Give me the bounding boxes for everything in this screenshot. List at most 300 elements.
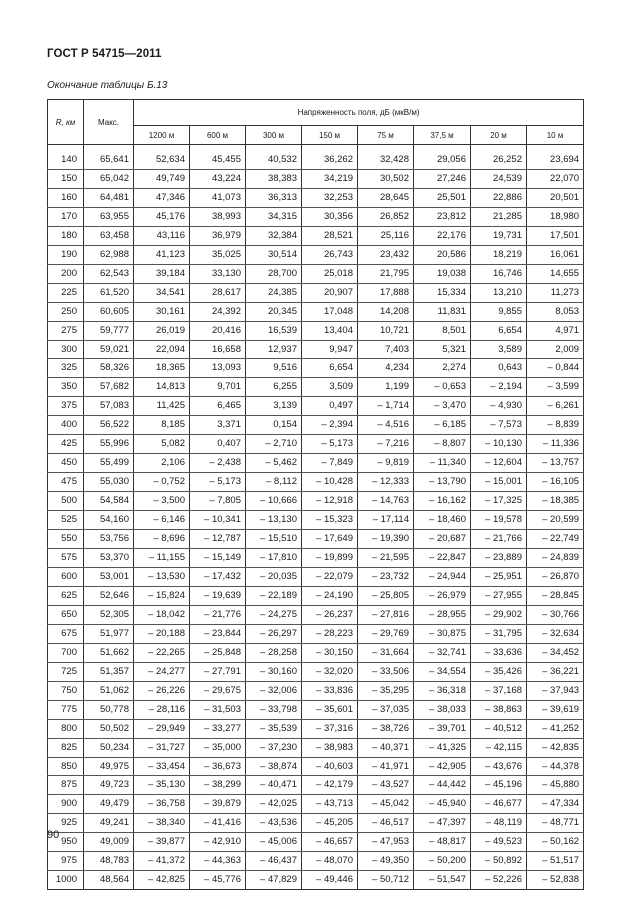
col-header-height: 10 м [527,126,584,145]
value-cell: – 37,230 [246,738,302,757]
value-cell: – 25,848 [190,643,246,662]
value-cell: 45,455 [190,151,246,169]
value-cell: – 24,839 [527,549,584,568]
value-cell: – 22,265 [134,643,190,662]
value-cell: – 28,845 [527,586,584,605]
value-cell: – 0,752 [134,473,190,492]
max-cell: 50,778 [84,700,134,719]
value-cell: – 14,763 [358,492,414,511]
value-cell: – 16,105 [527,473,584,492]
value-cell: 11,425 [134,397,190,416]
value-cell: – 32,006 [246,681,302,700]
table-row [48,245,584,264]
page-number: 90 [47,829,60,841]
value-cell: 16,539 [246,321,302,340]
max-cell: 51,357 [84,662,134,681]
value-cell: 17,048 [302,302,358,321]
value-cell: – 48,119 [471,814,527,833]
table-row [48,833,584,852]
value-cell: – 48,771 [527,814,584,833]
value-cell: 28,645 [358,188,414,207]
value-cell: 22,176 [414,226,471,245]
table-row [48,340,584,359]
value-cell: – 45,880 [527,776,584,795]
max-cell: 51,062 [84,681,134,700]
value-cell: 16,061 [527,245,584,264]
max-cell: 49,723 [84,776,134,795]
value-cell: – 12,918 [302,492,358,511]
value-cell: 22,070 [527,169,584,188]
distance-cell: 500 [48,492,84,511]
value-cell: – 23,732 [358,567,414,586]
value-cell: – 45,196 [471,776,527,795]
value-cell: – 23,844 [190,624,246,643]
value-cell: – 17,114 [358,511,414,530]
value-cell: 3,509 [302,378,358,397]
value-cell: – 22,189 [246,586,302,605]
value-cell: – 37,943 [527,681,584,700]
field-strength-table [47,99,584,890]
value-cell: – 29,769 [358,624,414,643]
max-cell: 63,955 [84,207,134,226]
col-header-max: Макс. [84,100,134,145]
value-cell: – 26,297 [246,624,302,643]
value-cell: – 8,696 [134,530,190,549]
value-cell: – 0,653 [414,378,471,397]
value-cell: – 19,578 [471,511,527,530]
value-cell: – 36,221 [527,662,584,681]
value-cell: – 48,070 [302,852,358,871]
value-cell: – 43,713 [302,795,358,814]
value-cell: – 19,899 [302,549,358,568]
value-cell: – 26,979 [414,586,471,605]
value-cell: – 13,790 [414,473,471,492]
value-cell: 33,130 [190,264,246,283]
value-cell: 21,795 [358,264,414,283]
value-cell: – 8,807 [414,435,471,454]
value-cell: – 26,226 [134,681,190,700]
value-cell: – 48,817 [414,833,471,852]
value-cell: – 42,835 [527,738,584,757]
value-cell: – 36,758 [134,795,190,814]
table-row [48,643,584,662]
value-cell: 41,073 [190,188,246,207]
value-cell: – 20,035 [246,567,302,586]
value-cell: 34,219 [302,169,358,188]
value-cell: 17,888 [358,283,414,302]
value-cell: – 18,042 [134,605,190,624]
table-row [48,151,584,169]
value-cell: – 17,810 [246,549,302,568]
table-row [48,454,584,473]
max-cell: 64,481 [84,188,134,207]
value-cell: – 43,527 [358,776,414,795]
value-cell: – 33,454 [134,757,190,776]
distance-cell: 975 [48,852,84,871]
col-header-distance: R, км [48,100,84,145]
table-body [48,145,584,890]
max-cell: 55,499 [84,454,134,473]
distance-cell: 925 [48,814,84,833]
value-cell: – 7,216 [358,435,414,454]
value-cell: 41,123 [134,245,190,264]
table-row [48,549,584,568]
table-row [48,283,584,302]
value-cell: – 29,675 [190,681,246,700]
value-cell: 20,501 [527,188,584,207]
value-cell: – 50,200 [414,852,471,871]
col-group-header: Напряженность поля, дБ (мкВ/м) [134,100,584,126]
value-cell: 14,655 [527,264,584,283]
value-cell: 23,694 [527,151,584,169]
value-cell: 35,025 [190,245,246,264]
value-cell: – 39,877 [134,833,190,852]
table-row [48,226,584,245]
value-cell: 3,589 [471,340,527,359]
value-cell: – 20,188 [134,624,190,643]
value-cell: – 27,816 [358,605,414,624]
value-cell: – 41,971 [358,757,414,776]
value-cell: – 27,955 [471,586,527,605]
value-cell: – 42,115 [471,738,527,757]
max-cell: 48,564 [84,871,134,890]
value-cell: 5,082 [134,435,190,454]
value-cell: – 31,503 [190,700,246,719]
value-cell: – 28,116 [134,700,190,719]
max-cell: 57,682 [84,378,134,397]
distance-cell: 350 [48,378,84,397]
max-cell: 57,083 [84,397,134,416]
value-cell: 30,161 [134,302,190,321]
value-cell: – 41,325 [414,738,471,757]
value-cell: 0,497 [302,397,358,416]
value-cell: – 32,741 [414,643,471,662]
value-cell: – 25,805 [358,586,414,605]
value-cell: – 44,378 [527,757,584,776]
table-row [48,435,584,454]
value-cell: 43,116 [134,226,190,245]
table-row [48,397,584,416]
value-cell: – 38,726 [358,719,414,738]
value-cell: – 40,471 [246,776,302,795]
distance-cell: 750 [48,681,84,700]
value-cell: – 47,334 [527,795,584,814]
value-cell: – 33,798 [246,700,302,719]
value-cell: 13,210 [471,283,527,302]
value-cell: – 29,949 [134,719,190,738]
table-row [48,511,584,530]
value-cell: – 49,523 [471,833,527,852]
max-cell: 61,520 [84,283,134,302]
value-cell: 10,721 [358,321,414,340]
max-cell: 62,543 [84,264,134,283]
distance-cell: 425 [48,435,84,454]
distance-cell: 325 [48,359,84,378]
value-cell: – 17,325 [471,492,527,511]
table-row [48,567,584,586]
value-cell: – 19,639 [190,586,246,605]
table-row [48,681,584,700]
value-cell: – 38,874 [246,757,302,776]
value-cell: – 35,000 [190,738,246,757]
value-cell: – 22,079 [302,567,358,586]
value-cell: – 15,824 [134,586,190,605]
value-cell: – 7,805 [190,492,246,511]
distance-cell: 450 [48,454,84,473]
value-cell: 15,334 [414,283,471,302]
col-header-height: 37,5 м [414,126,471,145]
value-cell: – 46,437 [246,852,302,871]
table-row [48,321,584,340]
value-cell: – 5,462 [246,454,302,473]
distance-cell: 225 [48,283,84,302]
max-cell: 59,777 [84,321,134,340]
value-cell: 18,219 [471,245,527,264]
distance-cell: 625 [48,586,84,605]
value-cell: – 27,791 [190,662,246,681]
value-cell: – 35,130 [134,776,190,795]
value-cell: 24,539 [471,169,527,188]
value-cell: – 46,517 [358,814,414,833]
value-cell: – 35,539 [246,719,302,738]
value-cell: – 2,438 [190,454,246,473]
value-cell: – 37,035 [358,700,414,719]
value-cell: – 36,318 [414,681,471,700]
value-cell: – 26,237 [302,605,358,624]
value-cell: – 16,162 [414,492,471,511]
value-cell: – 3,470 [414,397,471,416]
col-header-height: 75 м [358,126,414,145]
value-cell: – 40,371 [358,738,414,757]
value-cell: – 43,676 [471,757,527,776]
value-cell: – 26,870 [527,567,584,586]
max-cell: 49,241 [84,814,134,833]
value-cell: 0,154 [246,416,302,435]
max-cell: 65,641 [84,151,134,169]
value-cell: 8,053 [527,302,584,321]
table-row [48,188,584,207]
value-cell: 18,980 [527,207,584,226]
value-cell: – 18,385 [527,492,584,511]
value-cell: 19,038 [414,264,471,283]
max-cell: 52,305 [84,605,134,624]
distance-cell: 875 [48,776,84,795]
value-cell: – 38,033 [414,700,471,719]
value-cell: – 17,649 [302,530,358,549]
max-cell: 56,522 [84,416,134,435]
value-cell: 20,907 [302,283,358,302]
value-cell: – 49,350 [358,852,414,871]
max-cell: 49,479 [84,795,134,814]
value-cell: – 37,168 [471,681,527,700]
value-cell: 4,971 [527,321,584,340]
value-cell: – 15,001 [471,473,527,492]
value-cell: – 42,025 [246,795,302,814]
value-cell: – 30,766 [527,605,584,624]
table-row [48,624,584,643]
value-cell: – 10,666 [246,492,302,511]
value-cell: 3,139 [246,397,302,416]
value-cell: 9,701 [190,378,246,397]
value-cell: 0,407 [190,435,246,454]
value-cell: – 46,677 [471,795,527,814]
value-cell: – 10,428 [302,473,358,492]
distance-cell: 900 [48,795,84,814]
value-cell: – 41,252 [527,719,584,738]
max-cell: 65,042 [84,169,134,188]
table-row [48,776,584,795]
value-cell: – 9,819 [358,454,414,473]
distance-cell: 140 [48,151,84,169]
max-cell: 50,502 [84,719,134,738]
value-cell: 49,749 [134,169,190,188]
value-cell: – 6,185 [414,416,471,435]
value-cell: 11,273 [527,283,584,302]
table-row [48,738,584,757]
value-cell: 32,428 [358,151,414,169]
value-cell: – 7,849 [302,454,358,473]
value-cell: – 33,636 [471,643,527,662]
value-cell: 26,252 [471,151,527,169]
value-cell: – 13,130 [246,511,302,530]
distance-cell: 375 [48,397,84,416]
value-cell: – 25,951 [471,567,527,586]
value-cell: 52,634 [134,151,190,169]
value-cell: 24,385 [246,283,302,302]
max-cell: 51,662 [84,643,134,662]
value-cell: 14,208 [358,302,414,321]
value-cell: – 45,042 [358,795,414,814]
value-cell: 8,501 [414,321,471,340]
value-cell: – 52,226 [471,871,527,890]
max-cell: 55,030 [84,473,134,492]
value-cell: – 3,500 [134,492,190,511]
value-cell: 47,346 [134,188,190,207]
value-cell: 12,937 [246,340,302,359]
value-cell: – 42,179 [302,776,358,795]
value-cell: – 5,173 [302,435,358,454]
value-cell: – 41,416 [190,814,246,833]
value-cell: 7,403 [358,340,414,359]
value-cell: – 31,795 [471,624,527,643]
value-cell: – 51,517 [527,852,584,871]
table-row [48,416,584,435]
distance-cell: 180 [48,226,84,245]
value-cell: – 49,446 [302,871,358,890]
distance-cell: 725 [48,662,84,681]
value-cell: – 32,634 [527,624,584,643]
value-cell: 43,224 [190,169,246,188]
value-cell: – 11,336 [527,435,584,454]
value-cell: 39,184 [134,264,190,283]
max-cell: 53,370 [84,549,134,568]
value-cell: 25,501 [414,188,471,207]
value-cell: 19,731 [471,226,527,245]
table-row [48,757,584,776]
value-cell: – 39,879 [190,795,246,814]
table-row [48,700,584,719]
value-cell: – 33,277 [190,719,246,738]
value-cell: – 8,112 [246,473,302,492]
value-cell: – 38,863 [471,700,527,719]
value-cell: – 30,160 [246,662,302,681]
max-cell: 58,326 [84,359,134,378]
value-cell: – 31,727 [134,738,190,757]
value-cell: – 47,953 [358,833,414,852]
value-cell: 28,521 [302,226,358,245]
value-cell: – 33,506 [358,662,414,681]
value-cell: – 34,452 [527,643,584,662]
distance-cell: 650 [48,605,84,624]
table-row [48,264,584,283]
distance-cell: 300 [48,340,84,359]
value-cell: – 5,173 [190,473,246,492]
value-cell: – 36,673 [190,757,246,776]
value-cell: 26,743 [302,245,358,264]
value-cell: 20,586 [414,245,471,264]
table-row [48,473,584,492]
value-cell: – 10,341 [190,511,246,530]
value-cell: 24,392 [190,302,246,321]
value-cell: 32,253 [302,188,358,207]
table-row [48,719,584,738]
value-cell: – 19,390 [358,530,414,549]
max-cell: 54,584 [84,492,134,511]
value-cell: – 33,836 [302,681,358,700]
col-header-height: 600 м [190,126,246,145]
value-cell: – 38,340 [134,814,190,833]
distance-cell: 160 [48,188,84,207]
table-row [48,814,584,833]
value-cell: 17,501 [527,226,584,245]
value-cell: – 20,687 [414,530,471,549]
value-cell: – 44,363 [190,852,246,871]
value-cell: 36,979 [190,226,246,245]
value-cell: – 12,604 [471,454,527,473]
value-cell: – 15,510 [246,530,302,549]
value-cell: 22,886 [471,188,527,207]
value-cell: 40,532 [246,151,302,169]
value-cell: – 24,275 [246,605,302,624]
value-cell: – 47,397 [414,814,471,833]
value-cell: – 15,149 [190,549,246,568]
max-cell: 63,458 [84,226,134,245]
value-cell: – 21,595 [358,549,414,568]
table-row [48,359,584,378]
distance-cell: 825 [48,738,84,757]
value-cell: – 2,710 [246,435,302,454]
value-cell: – 31,664 [358,643,414,662]
max-cell: 50,234 [84,738,134,757]
distance-cell: 950 [48,833,84,852]
value-cell: 30,356 [302,207,358,226]
value-cell: – 32,020 [302,662,358,681]
value-cell: – 4,930 [471,397,527,416]
max-cell: 48,783 [84,852,134,871]
value-cell: – 46,657 [302,833,358,852]
value-cell: 3,371 [190,416,246,435]
col-header-height: 150 м [302,126,358,145]
value-cell: 32,384 [246,226,302,245]
max-cell: 51,977 [84,624,134,643]
value-cell: – 4,516 [358,416,414,435]
distance-cell: 675 [48,624,84,643]
table-row [48,492,584,511]
value-cell: – 42,905 [414,757,471,776]
value-cell: – 38,299 [190,776,246,795]
value-cell: – 7,573 [471,416,527,435]
distance-cell: 475 [48,473,84,492]
